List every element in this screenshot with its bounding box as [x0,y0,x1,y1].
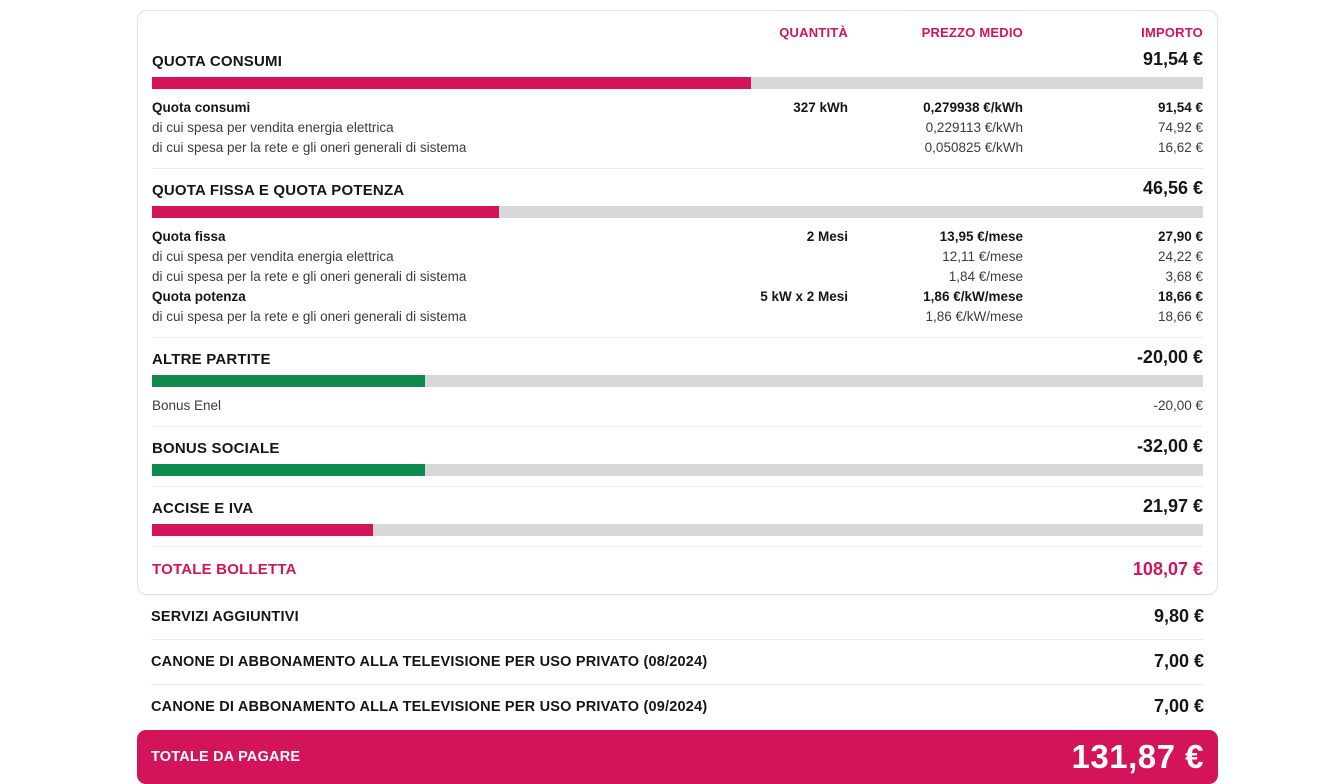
section-title: QUOTA CONSUMI [152,53,283,70]
row-label: Quota potenza [152,289,246,304]
totale-bolletta-row [152,547,1203,594]
row-quantity: 5 kW x 2 Mesi [760,289,848,304]
extra-charge-label: SERVIZI AGGIUNTIVI [151,608,299,625]
bill-sections [152,40,1203,547]
row-price: 0,229113 €/kWh [925,120,1023,135]
total-due-amount: 131,87 € [1071,738,1204,775]
progress-bar [152,464,1203,476]
row-price: 1,86 €/kW/mese [923,289,1023,304]
column-header-prezzo-medio: PREZZO MEDIO [921,25,1023,40]
extra-charge-amount: 7,00 € [1153,651,1204,671]
row-label: Bonus Enel [152,398,222,413]
section-amount: 21,97 € [1142,496,1203,516]
column-header-quantita: QUANTITÀ [779,25,848,40]
section-rows [152,396,1203,416]
row-label: di cui spesa per vendita energia elettrica [152,249,394,264]
bill-summary-card [137,10,1218,595]
total-due-label: TOTALE DA PAGARE [151,749,301,765]
table-row [152,396,1203,416]
table-row [152,98,1203,118]
bill-section [152,169,1203,338]
row-price: 0,050825 €/kWh [924,140,1023,155]
row-amount: 16,62 € [1157,140,1203,155]
row-amount: 18,66 € [1157,289,1203,304]
row-price: 13,95 €/mese [939,229,1023,244]
row-amount: 24,22 € [1157,249,1203,264]
row-label: di cui spesa per la rete e gli oneri generali di sistema [152,269,467,284]
section-header [152,347,1203,368]
section-rows [152,98,1203,158]
bill-section [152,487,1203,547]
section-amount: -20,00 € [1136,347,1203,367]
table-row [152,227,1203,247]
progress-bar [152,77,1203,89]
row-price: 1,86 €/kW/mese [925,309,1023,324]
section-amount: 46,56 € [1142,178,1203,198]
progress-bar [152,206,1203,218]
section-title: QUOTA FISSA E QUOTA POTENZA [152,182,405,199]
section-header [152,436,1203,457]
table-row [152,267,1203,287]
extra-charge-amount: 7,00 € [1153,696,1204,716]
progress-bar [152,375,1203,387]
extra-charge-row [151,595,1204,640]
total-due-bar [137,730,1218,784]
row-label: di cui spesa per la rete e gli oneri generali di sistema [152,140,467,155]
progress-fill [152,524,373,536]
column-header-row [152,23,1203,40]
row-label: di cui spesa per la rete e gli oneri generali di sistema [152,309,467,324]
progress-bar [152,524,1203,536]
section-title: ALTRE PARTITE [152,351,271,368]
extra-charge-label: CANONE DI ABBONAMENTO ALLA TELEVISIONE PER USO PRIVATO (08/2024) [151,653,708,670]
table-row [152,307,1203,327]
bill-section [152,427,1203,487]
table-row [152,118,1203,138]
bill-section [152,338,1203,427]
section-header [152,49,1203,70]
section-amount: 91,54 € [1142,49,1203,69]
row-amount: 18,66 € [1157,309,1203,324]
bill-section [152,40,1203,169]
row-amount: 91,54 € [1157,100,1203,115]
section-title: BONUS SOCIALE [152,440,280,457]
totale-bolletta-label: TOTALE BOLLETTA [152,561,297,578]
extra-charge-row [151,640,1204,685]
row-quantity: 327 kWh [793,100,848,115]
row-price: 12,11 €/mese [942,249,1023,264]
extra-charge-label: CANONE DI ABBONAMENTO ALLA TELEVISIONE PER USO PRIVATO (09/2024) [151,698,708,715]
row-amount: 3,68 € [1165,269,1203,284]
table-row [152,247,1203,267]
row-price: 0,279938 €/kWh [923,100,1023,115]
row-price: 1,84 €/mese [948,269,1023,284]
progress-fill [152,206,499,218]
extra-charge-row [151,685,1204,729]
totale-bolletta-amount: 108,07 € [1132,559,1203,579]
progress-fill [152,375,425,387]
row-amount: 74,92 € [1157,120,1203,135]
column-header-spacer [152,25,668,40]
row-quantity: 2 Mesi [806,229,848,244]
column-header-importo: IMPORTO [1141,25,1203,40]
row-label: Quota consumi [152,100,251,115]
progress-fill [152,77,751,89]
table-row [152,287,1203,307]
row-amount: 27,90 € [1157,229,1203,244]
section-amount: -32,00 € [1136,436,1203,456]
bill-breakdown-page [137,10,1218,784]
table-row [152,138,1203,158]
row-amount: -20,00 € [1153,398,1203,413]
progress-fill [152,464,425,476]
extra-charge-amount: 9,80 € [1153,606,1204,626]
row-label: di cui spesa per vendita energia elettrica [152,120,394,135]
additional-charges-list [137,595,1218,729]
section-title: ACCISE E IVA [152,500,254,517]
section-header [152,496,1203,517]
row-label: Quota fissa [152,229,226,244]
section-rows [152,227,1203,327]
section-header [152,178,1203,199]
